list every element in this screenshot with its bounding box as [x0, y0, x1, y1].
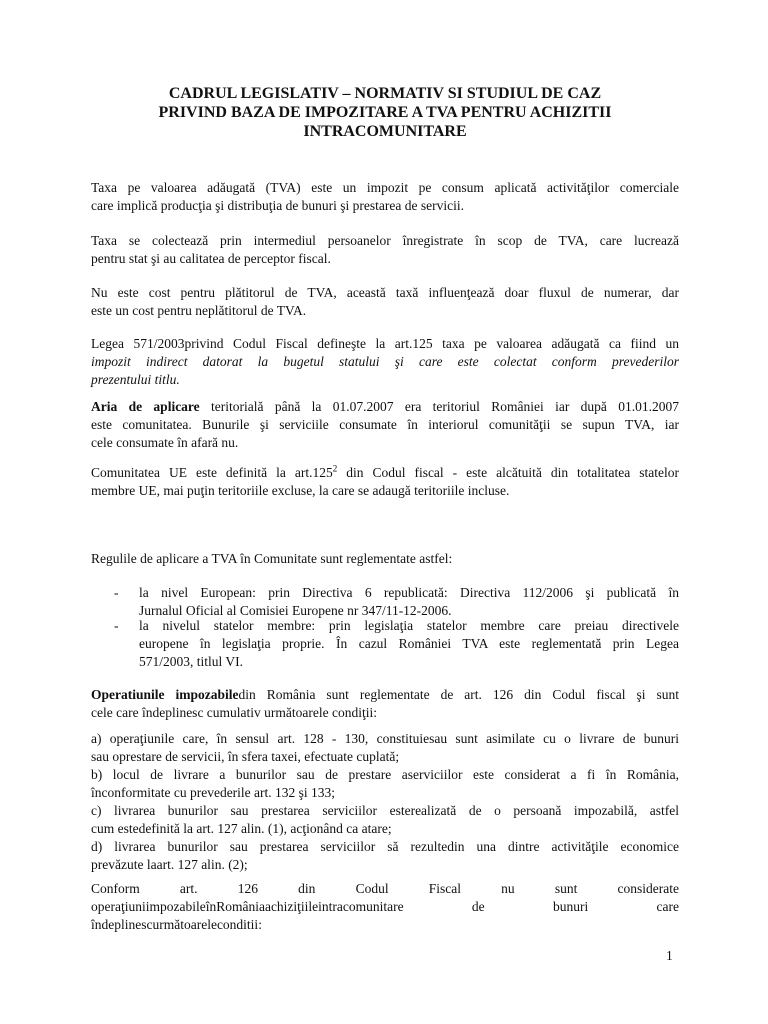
document-title	[90, 84, 680, 141]
text-line: este comunitatea. Bunurile şi serviciile consumate în interiorul comunităţii se supun TVA, iar	[91, 417, 679, 432]
paragraph-aria-de-aplicare	[91, 398, 679, 452]
paragraph-conform-art-126	[91, 880, 679, 934]
text-line	[91, 686, 679, 704]
paragraph-operatiuni-impozabile	[91, 686, 679, 722]
text-line: la nivelul statelor membre: prin legislaţia statelor membre care preiau directivele	[139, 618, 679, 633]
condition-b-line: b) locul de livrare a bunurilor sau de prestare aserviciilor este considerat a fi în România,	[91, 767, 679, 782]
text-line: Taxa se colectează prin intermediul persoanelor înregistrate în scop de TVA, care lucrează	[91, 233, 679, 248]
paragraph-tva-collection	[91, 232, 679, 268]
bullet-dash: -	[114, 618, 119, 633]
text-line	[91, 464, 679, 482]
paragraph-tva-definition	[91, 179, 679, 215]
conditions-list	[91, 730, 679, 874]
text-line: prezentului titlu.	[91, 372, 180, 387]
list-item	[91, 584, 679, 620]
text-line: este un cost pentru neplătitorul de TVA.	[91, 303, 307, 318]
list-item	[91, 617, 679, 671]
text-line: Conform art. 126 din Codul Fiscal nu sunt considerate	[91, 881, 679, 896]
list-item-text	[139, 584, 679, 620]
text-fragment: teritorială până la 01.07.2007 era teritoriul României iar după 01.01.2007	[199, 399, 679, 414]
title-line-3: INTRACOMUNITARE	[303, 123, 467, 140]
condition-d-line: d) livrarea bunurilor sau prestarea serviciilor să rezultedin una dintre activităţile economice	[91, 839, 679, 854]
page-number: 1	[666, 948, 673, 963]
text-line: cele care îndeplinesc cumulativ următoarele condiţii:	[91, 705, 377, 720]
text-line: pentru stat şi au calitatea de perceptor fiscal.	[91, 251, 331, 266]
paragraph-legea-571	[91, 335, 679, 389]
text-fragment: Comunitatea UE este definită la art.125	[91, 465, 333, 480]
text-line: Legea 571/2003privind Codul Fiscal defineşte la art.125 taxa pe valoarea adăugată ca fiind un	[91, 336, 679, 351]
text-line: Jurnalul Oficial al Comisiei Europene nr 347/11-12-2006.	[139, 603, 452, 618]
text-line: Nu este cost pentru plătitorul de TVA, această taxă influenţează doar fluxul de numerar, dar	[91, 285, 679, 300]
condition-d-line: prevăzute laart. 127 alin. (2);	[91, 857, 248, 872]
bold-term: Aria de aplicare	[91, 399, 200, 414]
paragraph-reguli-aplicare	[91, 550, 679, 568]
text-line: membre UE, mai puţin teritoriile excluse, la care se adaugă teritoriile incluse.	[91, 483, 510, 498]
text-line: îndeplinescurmătoareleconditii:	[91, 917, 262, 932]
bold-term: Operatiunile impozabile	[91, 687, 239, 702]
paragraph-comunitatea-ue	[91, 464, 679, 500]
condition-a-line: a) operaţiunile care, în sensul art. 128 - 130, constituiesau sunt asimilate cu o livrare de bunuri	[91, 731, 679, 746]
text-line: cele consumate în afară nu.	[91, 435, 239, 450]
text-line: Regulile de aplicare a TVA în Comunitate sunt reglementate astfel:	[91, 551, 453, 566]
text-fragment: din România sunt reglementate de art. 126 din Codul fiscal şi sunt	[238, 687, 680, 702]
text-line: care implică producţia şi distribuţia de bunuri şi prestarea de servicii.	[91, 198, 464, 213]
text-line: operaţiuniimpozabileînRomâniaachiziţiileintracomunitare de bunuri care	[91, 899, 679, 914]
condition-c-line: cum estedefinită la art. 127 alin. (1), acţionând ca atare;	[91, 821, 392, 836]
title-line-2: PRIVIND BAZA DE IMPOZITARE A TVA PENTRU ACHIZITII	[158, 104, 612, 121]
text-fragment: din Codul fiscal - este alcătuită din totalitatea statelor	[337, 465, 679, 480]
list-item-text	[139, 617, 679, 671]
text-line: 571/2003, titlul VI.	[139, 654, 244, 669]
text-line: impozit indirect datorat la bugetul statului şi care este colectat conform prevederilor	[91, 354, 679, 369]
condition-c-line: c) livrarea bunurilor sau prestarea serviciilor esterealizată de o persoană impozabilă, astfel	[91, 803, 679, 818]
condition-a-line: sau oprestare de servicii, în sfera taxei, efectuate cuplată;	[91, 749, 400, 764]
paragraph-tva-cost	[91, 284, 679, 320]
title-line-1: CADRUL LEGISLATIV – NORMATIV SI STUDIUL DE CAZ	[168, 85, 602, 102]
text-line: Taxa pe valoarea adăugată (TVA) este un impozit pe consum aplicată activităţilor comerciale	[91, 180, 679, 195]
text-line	[91, 398, 679, 416]
text-line: la nivel European: prin Directiva 6 republicată: Directiva 112/2006 şi publicată în	[139, 585, 679, 600]
text-line: europene în legislaţia proprie. În cazul României TVA este reglementată prin Legea	[139, 636, 679, 651]
condition-b-line: înconformitate cu prevederile art. 132 şi 133;	[91, 785, 336, 800]
bullet-dash: -	[114, 585, 119, 600]
superscript: 2	[332, 463, 338, 474]
